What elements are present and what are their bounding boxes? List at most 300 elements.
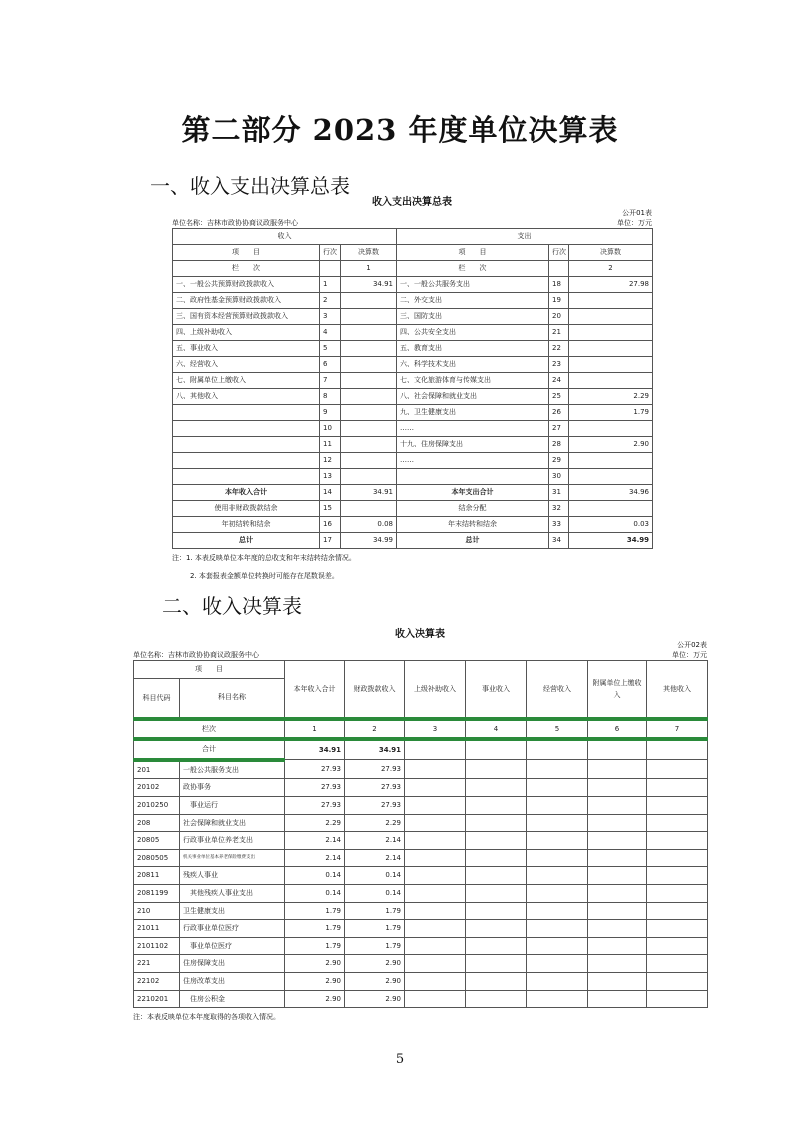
blank-cell (647, 972, 708, 990)
expense-amount (569, 325, 653, 341)
table-row (134, 937, 708, 955)
blank-cell (527, 937, 588, 955)
total-income-label: 本年收入合计 (173, 485, 320, 501)
expense-header: 支出 (397, 229, 653, 245)
table-row (134, 779, 708, 797)
fiscal-income-value: 2.29 (345, 814, 405, 832)
expense-line: 27 (549, 421, 569, 437)
blank-cell (588, 955, 647, 973)
subject-name: 住房公积金 (180, 990, 285, 1008)
blank-cell (405, 902, 466, 920)
income-item: 二、政府性基金预算财政拨款收入 (173, 293, 320, 309)
blank-cell (647, 990, 708, 1008)
expense-amount: 2.90 (569, 437, 653, 453)
expense-item: 三、国防支出 (397, 309, 549, 325)
expense-line: 22 (549, 341, 569, 357)
col-number: 2 (345, 719, 405, 740)
expense-line: 28 (549, 437, 569, 453)
expense-line-header: 行次 (549, 245, 569, 261)
blank-cell (466, 990, 527, 1008)
fiscal-income-value: 2.14 (345, 832, 405, 850)
blank-cell (466, 832, 527, 850)
blank-cell (466, 972, 527, 990)
income-item: 八、其他收入 (173, 389, 320, 405)
blank-cell (647, 937, 708, 955)
grand-total-income-line: 17 (320, 533, 341, 549)
blank-cell (588, 739, 647, 760)
income-amount (341, 501, 397, 517)
income-line: 9 (320, 405, 341, 421)
table-row (173, 517, 653, 533)
fiscal-income-value: 1.79 (345, 920, 405, 938)
col-number: 1 (285, 719, 345, 740)
blank-cell (588, 920, 647, 938)
grand-total-income-amount: 34.99 (341, 533, 397, 549)
income-detail-table (133, 625, 707, 1026)
expense-row-label: 栏 次 (397, 261, 549, 277)
income-amount (341, 357, 397, 373)
income-line: 11 (320, 437, 341, 453)
income-expense-summary-table (172, 193, 652, 585)
subject-name: 事业运行 (180, 796, 285, 814)
subject-code: 20811 (134, 867, 180, 885)
expense-item (397, 469, 549, 485)
blank-cell (527, 972, 588, 990)
income-amount (341, 325, 397, 341)
col-header-other-income: 其他收入 (647, 661, 708, 719)
blank-cell (647, 779, 708, 797)
col-header-superior-subsidy: 上级补助收入 (405, 661, 466, 719)
income-item-header: 项 目 (173, 245, 320, 261)
col-number: 6 (588, 719, 647, 740)
blank-cell (527, 832, 588, 850)
blank-cell (405, 972, 466, 990)
income-item: 三、国有资本经营预算财政拨款收入 (173, 309, 320, 325)
table2-form-code: 公开02表 (677, 641, 707, 649)
expense-amount: 2.29 (569, 389, 653, 405)
income-amount (341, 421, 397, 437)
blank-cell (466, 902, 527, 920)
table1-form-code: 公开01表 (622, 209, 652, 217)
income-item: 一、一般公共预算财政拨款收入 (173, 277, 320, 293)
blank-cell (588, 902, 647, 920)
blank-cell (588, 990, 647, 1008)
income-item: 四、上级补助收入 (173, 325, 320, 341)
subject-name: 卫生健康支出 (180, 902, 285, 920)
table-row (134, 760, 708, 779)
income-item (173, 405, 320, 421)
blank-cell (588, 814, 647, 832)
expense-item: 八、社会保障和就业支出 (397, 389, 549, 405)
subject-code: 20102 (134, 779, 180, 797)
total-expense-amount: 34.96 (569, 485, 653, 501)
table2-note: 注：本表反映单位本年度取得的各项收入情况。 (133, 1013, 280, 1022)
subject-name: 行政事业单位医疗 (180, 920, 285, 938)
blank-cell (320, 261, 341, 277)
fiscal-income-value: 2.90 (345, 990, 405, 1008)
subject-name: 住房保障支出 (180, 955, 285, 973)
income-line: 1 (320, 277, 341, 293)
total-income-value: 0.14 (285, 867, 345, 885)
subject-code: 20805 (134, 832, 180, 850)
table1-caption: 收入支出决算总表 (372, 197, 452, 208)
blank-cell (466, 849, 527, 867)
blank-cell (405, 796, 466, 814)
blank-cell (405, 739, 466, 760)
subject-code: 2010250 (134, 796, 180, 814)
subject-code: 21011 (134, 920, 180, 938)
subject-name: 政协事务 (180, 779, 285, 797)
subject-name: 住房改革支出 (180, 972, 285, 990)
total-row (173, 485, 653, 501)
table-row (134, 972, 708, 990)
expense-line: 30 (549, 469, 569, 485)
blank-cell (405, 884, 466, 902)
table-row (173, 453, 653, 469)
total-income-value: 27.93 (285, 779, 345, 797)
expense-item: …… (397, 421, 549, 437)
income-amount (341, 405, 397, 421)
blank-cell (527, 814, 588, 832)
table-row (173, 325, 653, 341)
col-header-operating-income: 经营收入 (527, 661, 588, 719)
subject-code: 2080505 (134, 849, 180, 867)
expense-amount-header: 决算数 (569, 245, 653, 261)
blank-cell (588, 760, 647, 779)
expense-amount (569, 357, 653, 373)
income-item: 年初结转和结余 (173, 517, 320, 533)
blank-cell (588, 796, 647, 814)
income-amount (341, 373, 397, 389)
blank-cell (647, 739, 708, 760)
blank-cell (647, 902, 708, 920)
expense-item: 年末结转和结余 (397, 517, 549, 533)
blank-cell (466, 739, 527, 760)
income-item (173, 437, 320, 453)
income-amount (341, 341, 397, 357)
income-item: 六、经营收入 (173, 357, 320, 373)
expense-line: 25 (549, 389, 569, 405)
income-item (173, 469, 320, 485)
blank-cell (466, 867, 527, 885)
expense-line: 29 (549, 453, 569, 469)
table-row (173, 277, 653, 293)
total-label: 合计 (134, 739, 285, 760)
subject-name: 机关事业单位基本养老保险缴费支出 (180, 849, 285, 867)
fiscal-income-value: 27.93 (345, 796, 405, 814)
fiscal-income-value: 2.14 (345, 849, 405, 867)
table1-note-2: 2. 本套报表金额单位转换时可能存在尾数误差。 (190, 572, 339, 580)
income-item (173, 453, 320, 469)
subject-code: 208 (134, 814, 180, 832)
total-value: 34.91 (285, 739, 345, 760)
subject-name: 社会保障和就业支出 (180, 814, 285, 832)
blank-cell (527, 760, 588, 779)
blank-cell (405, 832, 466, 850)
expense-line: 20 (549, 309, 569, 325)
blank-cell (405, 955, 466, 973)
fiscal-income-value: 0.14 (345, 867, 405, 885)
expense-item: 七、文化旅游体育与传媒支出 (397, 373, 549, 389)
table-row (134, 884, 708, 902)
blank-cell (466, 814, 527, 832)
total-income-value: 2.90 (285, 990, 345, 1008)
expense-item: 五、教育支出 (397, 341, 549, 357)
expense-line: 19 (549, 293, 569, 309)
fiscal-income-value: 2.90 (345, 972, 405, 990)
expense-amount (569, 453, 653, 469)
blank-cell (647, 796, 708, 814)
income-line-header: 行次 (320, 245, 341, 261)
table-row (173, 437, 653, 453)
income-amount (341, 309, 397, 325)
blank-cell (588, 867, 647, 885)
table1-note-1: 注：1. 本表反映单位本年度的总收支和年末结转结余情况。 (172, 554, 356, 562)
total-income-value: 2.90 (285, 955, 345, 973)
table1-currency-unit: 单位：万元 (617, 219, 652, 227)
table2-unit-name: 单位名称：吉林市政协协商议政服务中心 (133, 651, 259, 659)
table-row (173, 357, 653, 373)
blank-cell (466, 796, 527, 814)
table-row (173, 309, 653, 325)
blank-cell (405, 779, 466, 797)
table-row (134, 867, 708, 885)
table-row (134, 814, 708, 832)
subject-name: 一般公共服务支出 (180, 760, 285, 779)
expense-amount (569, 341, 653, 357)
blank-cell (647, 832, 708, 850)
subject-name: 行政事业单位养老支出 (180, 832, 285, 850)
col-header-affiliate-income: 附属单位上缴收入 (588, 661, 647, 719)
grand-total-row (173, 533, 653, 549)
expense-item: 四、公共安全支出 (397, 325, 549, 341)
grand-total-expense-line: 34 (549, 533, 569, 549)
fiscal-income-value: 27.93 (345, 779, 405, 797)
fiscal-income-value: 27.93 (345, 760, 405, 779)
total-income-value: 2.90 (285, 972, 345, 990)
income-line: 5 (320, 341, 341, 357)
table-row (134, 832, 708, 850)
income-line: 4 (320, 325, 341, 341)
income-line: 10 (320, 421, 341, 437)
blank-cell (405, 867, 466, 885)
total-income-value: 27.93 (285, 760, 345, 779)
expense-line: 26 (549, 405, 569, 421)
subject-code: 201 (134, 760, 180, 779)
expense-item: …… (397, 453, 549, 469)
col-number: 4 (466, 719, 527, 740)
income-line: 13 (320, 469, 341, 485)
expense-item: 一、一般公共服务支出 (397, 277, 549, 293)
subject-code: 2101102 (134, 937, 180, 955)
expense-line: 18 (549, 277, 569, 293)
income-amount (341, 469, 397, 485)
total-income-value: 1.79 (285, 902, 345, 920)
income-line: 6 (320, 357, 341, 373)
blank-cell (588, 972, 647, 990)
blank-cell (647, 849, 708, 867)
col-header-business-income: 事业收入 (466, 661, 527, 719)
expense-amount: 0.03 (569, 517, 653, 533)
subject-code: 22102 (134, 972, 180, 990)
blank-cell (527, 739, 588, 760)
income-line: 12 (320, 453, 341, 469)
col-header-code: 科目代码 (134, 678, 180, 719)
col-header-fiscal-income: 财政拨款收入 (345, 661, 405, 719)
table-row (173, 293, 653, 309)
expense-amount (569, 501, 653, 517)
blank-cell (466, 760, 527, 779)
blank-cell (405, 920, 466, 938)
blank-cell (527, 884, 588, 902)
blank-cell (588, 779, 647, 797)
blank-cell (466, 955, 527, 973)
income-amount (341, 453, 397, 469)
total-income-value: 27.93 (285, 796, 345, 814)
total-income-value: 1.79 (285, 920, 345, 938)
section1-heading: 一、收入支出决算总表 (150, 174, 350, 198)
expense-amount (569, 469, 653, 485)
blank-cell (527, 902, 588, 920)
total-expense-line: 31 (549, 485, 569, 501)
blank-cell (405, 990, 466, 1008)
expense-item: 六、科学技术支出 (397, 357, 549, 373)
table-row (134, 920, 708, 938)
table-row (173, 405, 653, 421)
fiscal-income-value: 2.90 (345, 955, 405, 973)
total-income-value: 0.14 (285, 884, 345, 902)
grand-total-expense-label: 总计 (397, 533, 549, 549)
blank-cell (527, 955, 588, 973)
blank-cell (466, 920, 527, 938)
expense-amount: 1.79 (569, 405, 653, 421)
expense-amount: 27.98 (569, 277, 653, 293)
table-row (134, 955, 708, 973)
income-row-label: 栏 次 (173, 261, 320, 277)
total-income-value: 2.14 (285, 832, 345, 850)
subject-name: 事业单位医疗 (180, 937, 285, 955)
blank-cell (466, 937, 527, 955)
income-line: 8 (320, 389, 341, 405)
table-row (173, 373, 653, 389)
income-amount: 34.91 (341, 277, 397, 293)
total-value: 34.91 (345, 739, 405, 760)
blank-cell (647, 814, 708, 832)
income-line: 16 (320, 517, 341, 533)
expense-amount (569, 373, 653, 389)
income-amount (341, 437, 397, 453)
fiscal-income-value: 1.79 (345, 902, 405, 920)
income-amount (341, 389, 397, 405)
expense-line: 21 (549, 325, 569, 341)
table-row (173, 469, 653, 485)
blank-cell (527, 990, 588, 1008)
subject-name: 其他残疾人事业支出 (180, 884, 285, 902)
total-expense-label: 本年支出合计 (397, 485, 549, 501)
blank-cell (466, 779, 527, 797)
blank-cell (466, 884, 527, 902)
section2-heading: 二、收入决算表 (162, 594, 302, 618)
table1-unit-name: 单位名称：吉林市政协协商议政服务中心 (172, 219, 298, 227)
expense-line: 33 (549, 517, 569, 533)
total-income-value: 2.14 (285, 849, 345, 867)
table-row (134, 849, 708, 867)
blank-cell (588, 849, 647, 867)
expense-line: 24 (549, 373, 569, 389)
blank-cell (405, 937, 466, 955)
blank-cell (527, 796, 588, 814)
blank-cell (527, 867, 588, 885)
blank-cell (588, 937, 647, 955)
grand-total-income-label: 总计 (173, 533, 320, 549)
subject-code: 2210201 (134, 990, 180, 1008)
blank-cell (588, 884, 647, 902)
total-income-line: 14 (320, 485, 341, 501)
expense-item: 九、卫生健康支出 (397, 405, 549, 421)
income-item: 使用非财政拨款结余 (173, 501, 320, 517)
blank-cell (647, 920, 708, 938)
item-header: 项 目 (134, 661, 285, 679)
expense-amount (569, 421, 653, 437)
table2-caption: 收入决算表 (395, 629, 445, 640)
expense-item: 二、外交支出 (397, 293, 549, 309)
income-item: 五、事业收入 (173, 341, 320, 357)
expense-item-header: 项 目 (397, 245, 549, 261)
grand-total-expense-amount: 34.99 (569, 533, 653, 549)
row-label: 栏次 (134, 719, 285, 740)
blank-cell (405, 849, 466, 867)
blank-cell (647, 760, 708, 779)
income-amount: 0.08 (341, 517, 397, 533)
income-line: 3 (320, 309, 341, 325)
income-item: 七、附属单位上缴收入 (173, 373, 320, 389)
income-col-number: 1 (341, 261, 397, 277)
income-amount-header: 决算数 (341, 245, 397, 261)
total-income-amount: 34.91 (341, 485, 397, 501)
fiscal-income-value: 1.79 (345, 937, 405, 955)
blank-cell (647, 884, 708, 902)
blank-cell (647, 955, 708, 973)
income-header: 收入 (173, 229, 397, 245)
blank-cell (527, 920, 588, 938)
income-item (173, 421, 320, 437)
blank-cell (405, 814, 466, 832)
page-number: 5 (395, 1052, 405, 1067)
fiscal-income-value: 0.14 (345, 884, 405, 902)
total-income-value: 2.29 (285, 814, 345, 832)
table2-currency-unit: 单位：万元 (672, 651, 707, 659)
blank-cell (647, 867, 708, 885)
income-line: 7 (320, 373, 341, 389)
col-number: 5 (527, 719, 588, 740)
subject-code: 210 (134, 902, 180, 920)
blank-cell (405, 760, 466, 779)
total-income-value: 1.79 (285, 937, 345, 955)
blank-cell (549, 261, 569, 277)
col-number: 7 (647, 719, 708, 740)
subject-name: 残疾人事业 (180, 867, 285, 885)
table-row (173, 341, 653, 357)
blank-cell (527, 849, 588, 867)
income-line: 15 (320, 501, 341, 517)
subject-code: 221 (134, 955, 180, 973)
income-amount (341, 293, 397, 309)
expense-item: 结余分配 (397, 501, 549, 517)
table-row (134, 796, 708, 814)
col-header-name: 科目名称 (180, 678, 285, 719)
table-row (173, 421, 653, 437)
table-row (134, 902, 708, 920)
